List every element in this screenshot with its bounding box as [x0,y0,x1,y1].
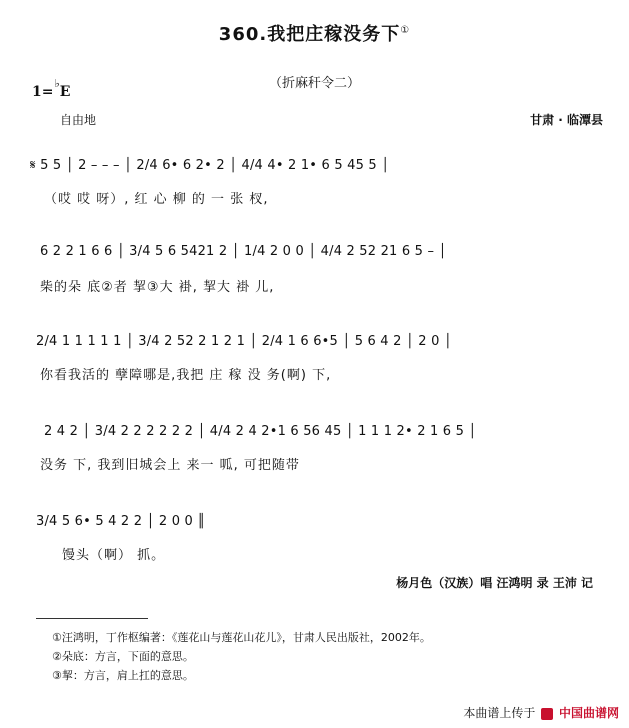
page-title: 360.我把庄稼没务下① [218,24,411,45]
subtitle: （折麻秆令二） [268,76,360,91]
lyrics-row-1: （哎 哎 呀）, 红 心 柳 的 一 张 杈, [44,192,269,207]
notation-row-5: 3/4 5 6• 5 4 2 2 │ 2 0 0 ║ [36,514,206,529]
site-brand[interactable]: 中国曲谱网 [558,706,619,720]
footnote-divider [36,618,148,619]
lyrics-row-2: 柴的朵 底②者 挈③大 褂, 挈大 褂 儿, [40,280,275,295]
key-signature: 1=♭E [32,77,71,100]
region-label: 甘肃 · 临潭县 [530,113,603,127]
tempo-marking: 自由地 [60,113,97,127]
lyrics-row-4: 没务 下, 我到旧城会上 来一 呱, 可把随带 [40,458,300,473]
lyrics-row-5: 馒头（啊） 抓。 [62,548,166,563]
notation-row-4: 2 4 2 │ 3/4 2 2 2 2 2 2 │ 4/4 2 4 2•1 6 56 45 │ 1 1 1 2• 2 1 6 5 │ [44,424,477,439]
notation-row-1: 𝄋 5 5 │ 2 – – – │ 2/4 6• 6 2• 2 │ 4/4 4• 2 1• 6 5 45 5 │ [30,158,390,173]
notation-row-2: 6 2 2 1 6 6 │ 3/4 5 6 5421 2 │ 1/4 2 0 0 │ 4/4 2 52 21 6 5 – │ [40,244,447,259]
lyrics-row-3: 你看我活的 孽障哪是,我把 庄 稼 没 务(啊) 下, [40,368,332,383]
title-footnote-mark: ① [400,25,411,36]
footnote-1: ①汪鸿明，丁作枢编著：《莲花山与莲花山花儿》，甘肃人民出版社，2002年。 [52,631,431,644]
credits: 杨月色（汉族）唱 汪鸿明 录 王沛 记 [396,576,593,590]
footnote-2: ②朵底：方言，下面的意思。 [52,650,194,663]
site-logo-icon [541,708,553,720]
notation-row-3: 2/4 1 1 1 1 1 │ 3/4 2 52 2 1 2 1 │ 2/4 1 6 6•5 │ 5 6 4 2 │ 2 0 │ [36,334,452,349]
upload-banner: 本曲谱上传于 中国曲谱网 [463,706,619,720]
footnote-3: ③挈：方言，肩上扛的意思。 [52,669,194,682]
flat-sign: ♭ [54,77,60,90]
